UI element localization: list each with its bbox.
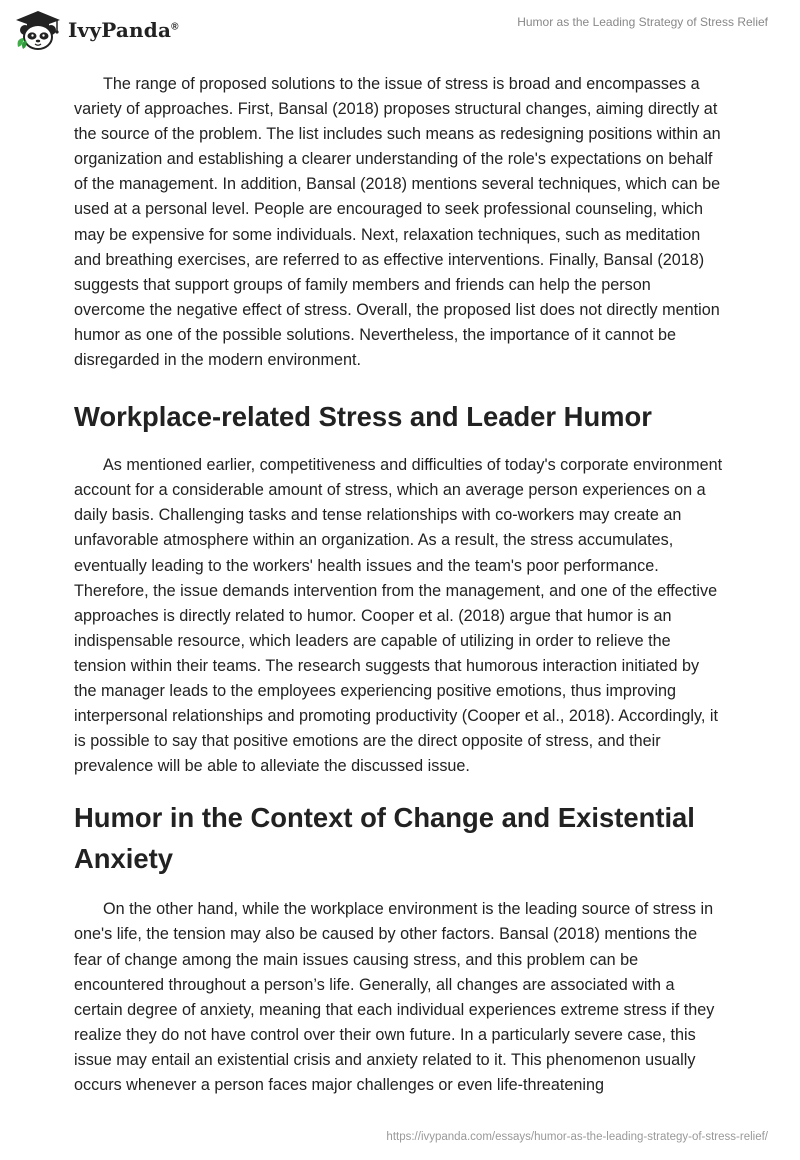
- paragraph: On the other hand, while the workplace environment is the leading source of stress in one's life, the tension may also be caused by other factors. Bansal (2018) mentions the fear of change among the main issues causing stress, and this problem can be encountered throughout a person’s life. Generally, all changes are associated with a certain degree of anxiety, meaning that each individual experiences extreme stress if they realize they do not have control over their own future. In a particularly severe case, this issue may entail an existential crisis and anxiety related to it. This phenomenon usually occurs whenever a person faces major challenges or even life-threatening: [74, 900, 715, 1094]
- page-header: [0, 0, 800, 70]
- source-url[interactable]: https://ivypanda.com/essays/humor-as-the-leading-strategy-of-stress-relief/: [386, 1131, 768, 1143]
- registered-mark: ®: [171, 21, 179, 33]
- essay-body: [74, 72, 726, 1098]
- paragraph: The range of proposed solutions to the issue of stress is broad and encompasses a variety of approaches. First, Bansal (2018) proposes structural changes, aiming directly at the source of the problem. The list includes such means as redesigning positions within an organization and establishing a clearer understanding of the role's expectations on behalf of the management. In addition, Bansal (2018) mentions several techniques, which can be used at a personal level. People are encouraged to seek professional counseling, which may be expensive for some individuals. Next, relaxation techniques, such as meditation and breathing exercises, are referred to as effective interventions. Finally, Bansal (2018) suggests that support groups of family members and friends can help the person overcome the negative effect of stress. Overall, the proposed list does not directly mention humor as one of the possible solutions. Nevertheless, the importance of it cannot be disregarded in the modern environment.: [74, 75, 721, 370]
- ivypanda-logo[interactable]: [14, 9, 179, 51]
- section-heading: Workplace-related Stress and Leader Humor: [74, 401, 652, 433]
- brand-name: IvyPanda®: [68, 18, 179, 42]
- panda-graduate-icon: [14, 9, 62, 51]
- document-title: Humor as the Leading Strategy of Stress Relief: [517, 15, 768, 29]
- section-heading: Humor in the Context of Change and Existential Anxiety: [74, 802, 695, 875]
- paragraph: As mentioned earlier, competitiveness and difficulties of today's corporate environment account for a considerable amount of stress, which an average person experiences on a daily basis. Challenging tasks and tense relationships with co-workers may create an unfavorable atmosphere within an organization. As a result, the stress accumulates, eventually leading to the workers' health issues and the team's poor performance. Therefore, the issue demands intervention from the management, and one of the effective approaches is directly related to humor. Cooper et al. (2018) argue that humor is an indispensable resource, which leaders are capable of utilizing in order to relieve the tension within their teams. The research suggests that humorous interaction initiated by the manager leads to the employees experiencing positive emotions, thus improving interpersonal relationships and promoting productivity (Cooper et al., 2018). Accordingly, it is possible to say that positive emotions are the direct opposite of stress, and their prevalence will be able to alleviate the discussed issue.: [74, 456, 723, 776]
